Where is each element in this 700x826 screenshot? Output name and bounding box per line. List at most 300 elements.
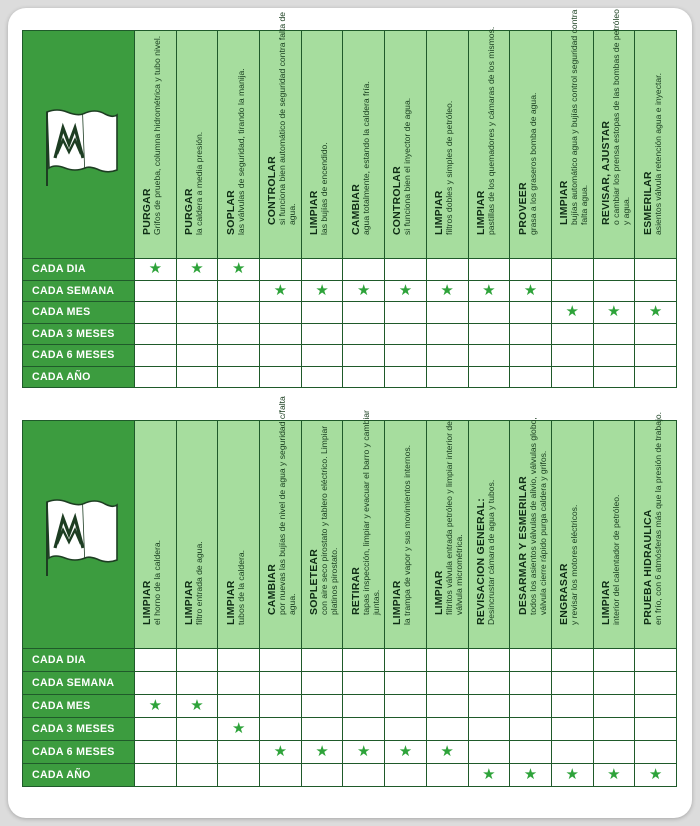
schedule-cell [343,741,385,764]
schedule-cell [635,695,677,718]
frequency-label: CADA DIA [23,259,135,281]
schedule-cell [385,764,427,787]
schedule-cell [301,695,343,718]
schedule-cell [135,259,177,281]
schedule-cell [635,323,677,345]
schedule-cell [468,345,510,367]
schedule-cell [176,672,218,695]
schedule-cell [510,695,552,718]
frequency-row [23,764,677,787]
frequency-row [23,649,677,672]
schedule-cell [426,649,468,672]
star-icon: ★ [607,303,621,321]
schedule-cell [510,764,552,787]
schedule-cell [176,649,218,672]
task-header [551,9,593,259]
frequency-label: CADA SEMANA [23,672,135,695]
task-description: las bujías de encendido. [319,141,330,235]
schedule-cell [468,280,510,302]
schedule-cell [260,280,302,302]
task-title: LIMPIAR [599,579,612,625]
schedule-cell [218,718,260,741]
schedule-cell [426,345,468,367]
schedule-cell [510,323,552,345]
schedule-cell [218,741,260,764]
frequency-label: CADA 3 MESES [23,323,135,345]
schedule-cell [635,718,677,741]
schedule-cell [593,649,635,672]
task-header [385,421,427,649]
task-title: LIMPIAR [141,579,154,625]
frequency-row [23,672,677,695]
task-text [226,405,247,625]
schedule-cell [218,259,260,281]
schedule-cell [218,302,260,324]
star-icon: ★ [273,743,288,760]
task-title: LIMPIAR [558,180,571,225]
frequency-row [23,323,677,345]
task-title: CONTROLAR [391,165,404,235]
schedule-cell [218,280,260,302]
star-icon: ★ [482,281,496,299]
schedule-cell [635,302,677,324]
star-icon: ★ [482,766,496,783]
schedule-cell [176,302,218,324]
task-text [309,395,339,615]
task-description: y revisar los motores eléctricos. [569,504,580,625]
schedule-cell [135,280,177,302]
task-header [385,31,427,259]
task-title: CAMBIAR [349,183,362,235]
task-description: filtritos válvula entrada petróleo y limpiar interior de válvula micrométrica. [444,421,464,615]
schedule-cell [468,366,510,388]
schedule-cell [135,302,177,324]
task-text [476,13,497,235]
schedule-cell [301,718,343,741]
task-title: PRUEBA HIDRAULICA [641,508,654,625]
task-text [476,405,497,625]
task-header [593,421,635,649]
flag-logo-icon [43,496,121,578]
schedule-cell [426,259,468,281]
task-description: agua totalmente, estando la caldera fría. [360,80,371,235]
task-header [426,421,468,649]
schedule-cell [260,695,302,718]
schedule-cell [176,323,218,345]
schedule-cell [176,259,218,281]
task-header [635,411,677,649]
schedule-cell [551,695,593,718]
task-text [643,13,664,235]
task-text [392,13,413,235]
schedule-cell [468,323,510,345]
star-icon: ★ [148,697,163,714]
schedule-cell [426,302,468,324]
schedule-cell [635,741,677,764]
task-title: REVISAR, AJUSTAR [599,120,612,225]
task-text [267,395,297,615]
task-header [218,421,260,649]
task-text [184,13,205,235]
task-text [601,3,631,225]
schedule-cell [510,345,552,367]
star-icon: ★ [398,743,413,760]
task-title: PURGAR [141,187,154,235]
schedule-cell [260,741,302,764]
frequency-row [23,259,677,281]
schedule-cell [301,741,343,764]
schedule-cell [135,695,177,718]
task-header [135,421,177,649]
task-text [559,405,580,625]
task-description: asientos válvula retención agua e inyectar. [652,72,663,235]
star-icon: ★ [190,697,204,714]
frequency-label: CADA 3 MESES [23,718,135,741]
schedule-cell [343,280,385,302]
schedule-cell [385,280,427,302]
schedule-cell [301,366,343,388]
task-text [559,3,589,225]
task-header [551,421,593,649]
task-header [343,31,385,259]
task-description: grasa a los graseros bomba de agua. [527,92,538,235]
schedule-cell [301,280,343,302]
task-header [510,31,552,259]
schedule-cell [551,302,593,324]
frequency-row [23,345,677,367]
star-icon: ★ [523,281,538,299]
task-text [142,405,163,625]
star-icon: ★ [148,260,163,278]
schedule-cell [135,323,177,345]
star-icon: ★ [440,281,454,299]
schedule-cell [176,345,218,367]
schedule-cell [260,259,302,281]
schedule-cell [218,649,260,672]
schedule-cell [176,741,218,764]
star-icon: ★ [231,720,246,737]
star-icon: ★ [273,281,288,299]
schedule-cell [551,649,593,672]
schedule-cell [468,764,510,787]
task-text [601,405,622,625]
task-header [510,417,552,649]
schedule-cell [343,323,385,345]
task-description: la caldera a media presión. [194,131,205,235]
flag-logo-icon [43,106,121,188]
frequency-label: CADA SEMANA [23,280,135,302]
task-text [643,405,664,625]
task-title: ENGRASAR [558,562,571,625]
task-text [351,13,372,235]
frequency-row [23,366,677,388]
task-description: filtros dobles y simples de petróleo. [444,100,455,235]
schedule-cell [135,366,177,388]
schedule-cell [343,718,385,741]
star-icon: ★ [398,281,413,299]
schedule-cell [176,764,218,787]
schedule-cell [551,345,593,367]
schedule-cell [593,366,635,388]
schedule-cell [260,323,302,345]
task-text [392,405,413,625]
task-title: SOPLETEAR [308,549,321,615]
task-description: con aire seco pirostato y tablero eléctrico. Limpiar platinos pirostato. [319,425,339,615]
schedule-cell [385,302,427,324]
task-text [518,395,548,615]
schedule-cell [593,323,635,345]
logo-cell [23,31,135,259]
task-title: PURGAR [183,187,196,235]
task-header [176,31,218,259]
schedule-cell [593,280,635,302]
task-title: LIMPIAR [433,189,446,235]
schedule-cell [468,302,510,324]
schedule-cell [343,764,385,787]
schedule-cell [176,280,218,302]
task-header [593,9,635,259]
task-header [260,11,302,259]
task-title: PROVEER [516,181,529,235]
schedule-cell [635,649,677,672]
task-title: RETIRAR [349,566,362,615]
schedule-cell [218,764,260,787]
schedule-cell [301,764,343,787]
task-title: LIMPIAR [433,570,446,615]
schedule-cell [343,302,385,324]
task-header [468,421,510,649]
schedule-cell [510,741,552,764]
star-icon: ★ [315,281,329,299]
schedule-cell [510,280,552,302]
schedule-cell [135,672,177,695]
schedule-cell [135,649,177,672]
frequency-label: CADA AÑO [23,366,135,388]
schedule-cell [468,695,510,718]
schedule-cell [510,366,552,388]
schedule-cell [551,718,593,741]
schedule-cell [593,302,635,324]
task-header [260,396,302,649]
star-icon: ★ [190,260,204,278]
frequency-label: CADA AÑO [23,764,135,787]
schedule-cell [135,764,177,787]
task-description: Desincrustar cámara de agua y tubos. [485,479,496,625]
task-description: pastillas de los quemadores y cámaras de los mismos. [485,26,496,235]
task-text [226,13,247,235]
task-title: LIMPIAR [224,579,237,625]
task-header [426,31,468,259]
schedule-cell [260,672,302,695]
schedule-cell [426,764,468,787]
task-text [518,13,539,235]
schedule-cell [343,259,385,281]
task-description: en frío, con 6 atmósferas más que la presión de trabajo. [652,411,663,625]
schedule-cell [385,259,427,281]
schedule-cell [135,345,177,367]
schedule-cell [343,649,385,672]
schedule-cell [426,323,468,345]
task-title: LIMPIAR [183,579,196,625]
schedule-cell [301,649,343,672]
header-row [23,421,677,649]
schedule-cell [135,718,177,741]
task-text [351,395,381,615]
schedule-cell [593,741,635,764]
frequency-label: CADA 6 MESES [23,741,135,764]
task-title: CAMBIAR [266,564,279,615]
star-icon: ★ [565,303,579,321]
star-icon: ★ [357,281,371,299]
task-title: CONTROLAR [266,156,279,225]
schedule-cell [551,366,593,388]
schedule-cell [260,718,302,741]
schedule-cell [260,345,302,367]
schedule-cell [218,345,260,367]
task-header [135,31,177,259]
schedule-cell [635,345,677,367]
schedule-cell [426,695,468,718]
schedule-cell [510,672,552,695]
schedule-cell [468,741,510,764]
schedule-cell [385,323,427,345]
schedule-cell [593,764,635,787]
schedule-cell [301,323,343,345]
schedule-cell [510,302,552,324]
frequency-label: CADA MES [23,302,135,324]
task-header [301,421,343,649]
star-icon: ★ [648,766,663,783]
task-description: la trampa de vapor y sus movimientos internos. [402,444,413,625]
schedule-cell [551,741,593,764]
schedule-cell [385,672,427,695]
schedule-cell [385,741,427,764]
task-header [468,26,510,259]
star-icon: ★ [648,303,663,321]
schedule-cell [176,695,218,718]
task-title: DESARMAR Y ESMERILAR [516,476,529,615]
task-text [267,3,297,225]
task-header [301,31,343,259]
schedule-cell [301,259,343,281]
task-title: LIMPIAR [308,189,321,235]
frequency-row [23,302,677,324]
schedule-cell [426,718,468,741]
schedule-cell [468,649,510,672]
schedule-cell [260,764,302,787]
schedule-cell [551,672,593,695]
star-icon: ★ [523,766,538,783]
logo-cell [23,421,135,649]
schedule-cell [135,741,177,764]
schedule-cell [343,672,385,695]
schedule-cell [343,366,385,388]
task-text [184,405,205,625]
schedule-cell [635,259,677,281]
task-title: REVISACION GENERAL: [474,497,487,625]
schedule-cell [635,764,677,787]
star-icon: ★ [440,743,454,760]
schedule-cell [385,366,427,388]
schedule-cell [510,259,552,281]
star-icon: ★ [315,743,329,760]
schedule-cell [176,718,218,741]
schedule-cell [635,280,677,302]
schedule-cell [385,345,427,367]
schedule-cell [551,259,593,281]
schedule-cell [426,672,468,695]
schedule-cell [426,366,468,388]
frequency-label: CADA 6 MESES [23,345,135,367]
schedule-cell [301,302,343,324]
task-description: interior del calentador de petróleo. [610,494,621,625]
maintenance-table-2 [22,396,677,787]
task-description: el horno de la caldera. [152,539,163,625]
schedule-cell [593,672,635,695]
frequency-label: CADA MES [23,695,135,718]
maintenance-table-1 [22,9,677,388]
task-description: si funciona bien el inyector de agua. [402,97,413,235]
task-title: ESMERILAR [641,170,654,235]
schedule-cell [510,649,552,672]
task-description: bujías automático agua y bujías control seguridad contra falta agua. [569,9,589,225]
schedule-cell [343,345,385,367]
task-description: filtro entrada de agua. [194,540,205,625]
task-title: SOPLAR [224,189,237,235]
schedule-cell [385,695,427,718]
task-description: si funciona bien automático de seguridad contra falta de agua. [277,11,297,225]
task-text [142,13,163,235]
frequency-row [23,280,677,302]
task-title: LIMPIAR [391,579,404,625]
task-header [343,410,385,649]
schedule-cell [593,345,635,367]
schedule-cell [301,345,343,367]
schedule-cell [218,323,260,345]
schedule-cell [551,323,593,345]
schedule-cell [385,649,427,672]
task-description: o cambiar los prensa estopas de las bombas de petróleo y agua. [610,9,631,225]
schedule-cell [343,695,385,718]
task-text [434,13,455,235]
schedule-cell [593,259,635,281]
schedule-cell [218,366,260,388]
schedule-cell [260,366,302,388]
schedule-cell [218,695,260,718]
star-icon: ★ [565,766,579,783]
frequency-row [23,718,677,741]
star-icon: ★ [607,766,621,783]
schedule-cell [593,718,635,741]
schedule-cell [510,718,552,741]
frequency-row [23,695,677,718]
schedule-cell [218,672,260,695]
task-text [434,395,464,615]
task-description: tapas inspección, limpiar y evacuar el barro y cambiar juntas. [360,410,381,615]
schedule-cell [301,672,343,695]
schedule-cell [468,672,510,695]
task-description: por nuevas las bujías de nivel de agua y seguridad c/falta agua. [277,396,297,615]
schedule-cell [468,259,510,281]
schedule-cell [593,695,635,718]
task-header [218,31,260,259]
task-description: tubos de la caldera. [235,549,246,625]
schedule-cell [426,741,468,764]
schedule-cell [426,280,468,302]
task-text [309,13,330,235]
schedule-cell [551,764,593,787]
header-row [23,31,677,259]
